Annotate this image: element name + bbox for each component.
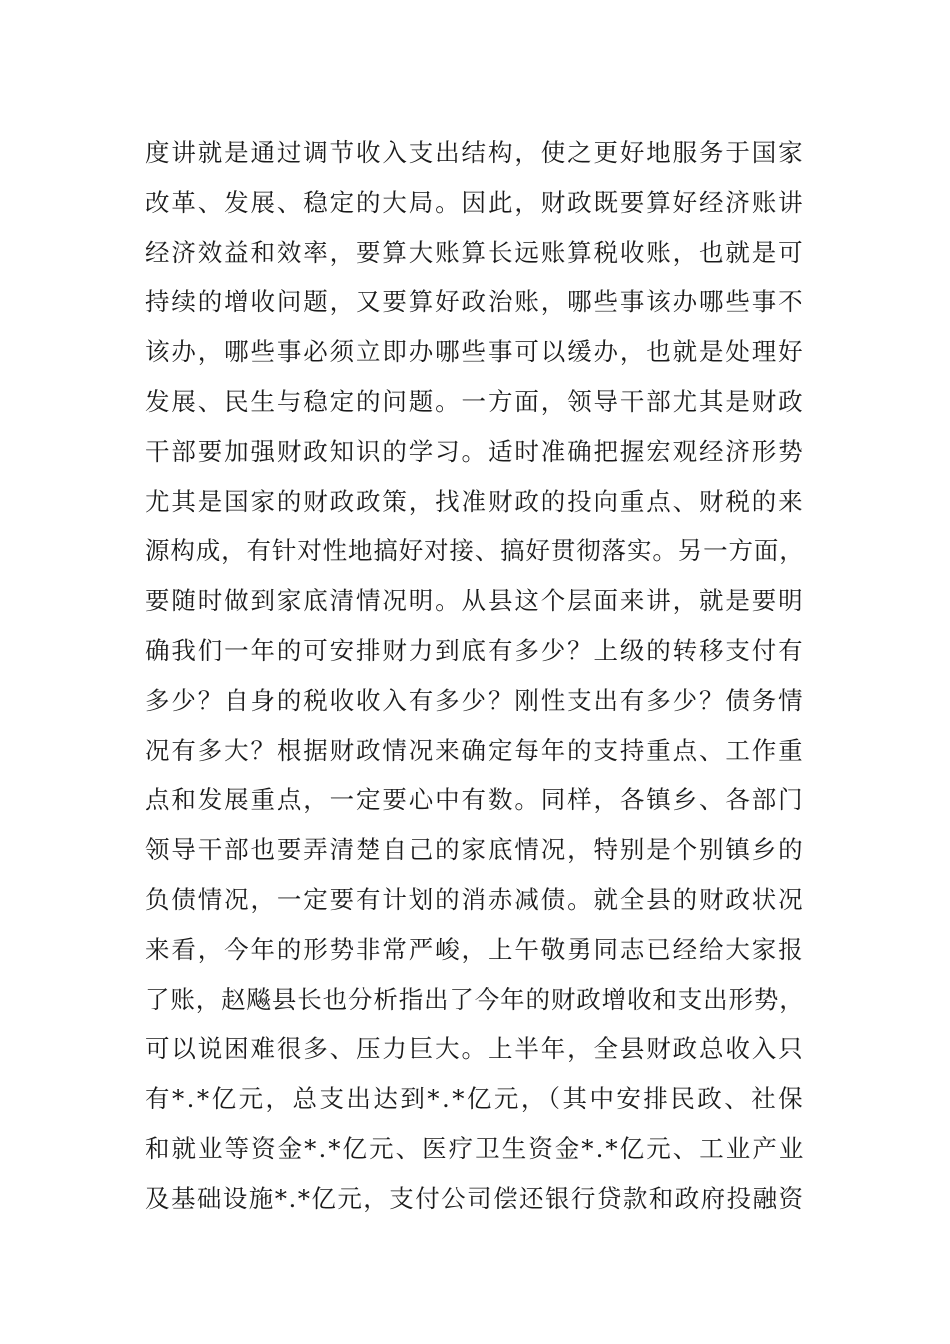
- text-line: 要随时做到家底清情况明。从县这个层面来讲，就是要明: [145, 586, 805, 616]
- text-line: 多少？自身的税收收入有多少？刚性支出有多少？债务情: [145, 685, 805, 715]
- text-line: 该办，哪些事必须立即办哪些事可以缓办，也就是处理好: [145, 337, 805, 367]
- text-line: 了账，赵飚县长也分析指出了今年的财政增收和支出形势，: [145, 984, 805, 1014]
- text-line: 可以说困难很多、压力巨大。上半年，全县财政总收入只: [145, 1034, 805, 1064]
- text-line: 点和发展重点，一定要心中有数。同样，各镇乡、各部门: [145, 785, 805, 815]
- text-line: 源构成，有针对性地搞好对接、搞好贯彻落实。另一方面，: [145, 536, 805, 566]
- text-line: 领导干部也要弄清楚自己的家底情况，特别是个别镇乡的: [145, 835, 805, 865]
- text-line: 经济效益和效率，要算大账算长远账算税收账，也就是可: [145, 237, 805, 267]
- text-line: 有*.*亿元，总支出达到*.*亿元，（其中安排民政、社保: [145, 1084, 806, 1114]
- text-line: 负债情况，一定要有计划的消赤减债。就全县的财政状况: [145, 884, 805, 914]
- text-line: 来看，今年的形势非常严峻，上午敬勇同志已经给大家报: [145, 934, 805, 964]
- text-line: 和就业等资金*.*亿元、医疗卫生资金*.*亿元、工业产业: [145, 1133, 806, 1163]
- text-line: 确我们一年的可安排财力到底有多少？上级的转移支付有: [145, 635, 805, 665]
- text-line: 干部要加强财政知识的学习。适时准确把握宏观经济形势: [145, 436, 805, 466]
- text-line: 度讲就是通过调节收入支出结构，使之更好地服务于国家: [145, 138, 805, 167]
- text-line: 改革、发展、稳定的大局。因此，财政既要算好经济账讲: [145, 187, 805, 217]
- body-text: [145, 128, 805, 1224]
- text-line: 持续的增收问题，又要算好政治账，哪些事该办哪些事不: [145, 287, 805, 317]
- text-line: 况有多大？根据财政情况来确定每年的支持重点、工作重: [145, 735, 805, 765]
- text-line: 及基础设施*.*亿元，支付公司偿还银行贷款和政府投融资: [145, 1183, 805, 1213]
- text-line: 尤其是国家的财政政策，找准财政的投向重点、财税的来: [145, 486, 805, 516]
- text-line: 发展、民生与稳定的问题。一方面，领导干部尤其是财政: [145, 386, 805, 416]
